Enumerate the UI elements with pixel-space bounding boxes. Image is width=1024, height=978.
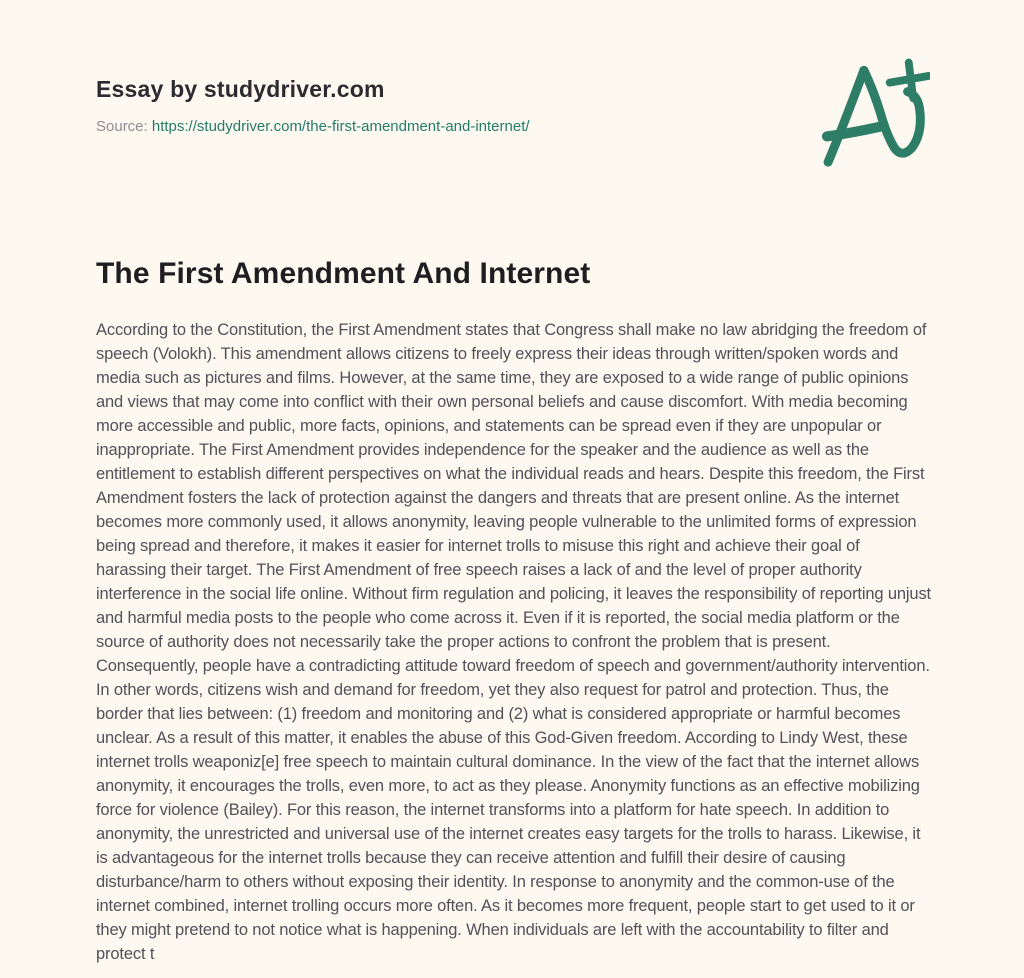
essay-content	[96, 256, 932, 966]
source-label: Source:	[96, 118, 148, 135]
byline: Essay by studydriver.com	[96, 76, 385, 102]
studydriver-a-plus-logo-icon	[818, 58, 930, 170]
source-link[interactable]: https://studydriver.com/the-first-amendment-and-internet/	[151, 118, 530, 135]
source-line	[96, 118, 530, 135]
essay-body: According to the Constitution, the First Amendment states that Congress shall make no law abridging the freedom of speech (Volokh). This amendment allows citizens to freely express their ideas through written/spoken words and media such as pictures and films. However, at the same time, they are exposed to a wide range of public opinions and views that may come into conflict with their own personal beliefs and cause discomfort. With media becoming more accessible and public, more facts, opinions, and statements can be spread even if they are unpopular or inappropriate. The First Amendment provides independence for the speaker and the audience as well as the entitlement to establish different perspectives on what the individual reads and hears. Despite this freedom, the First Amendment fosters the lack of protection against the dangers and threats that are present online. As the internet becomes more commonly used, it allows anonymity, leaving people vulnerable to the unlimited forms of expression being spread and therefore, it makes it easier for internet trolls to misuse this right and achieve their goal of harassing their target. The First Amendment of free speech raises a lack of and the level of proper authority interference in the social life online. Without firm regulation and policing, it leaves the responsibility of reporting unjust and harmful media posts to the people who come across it. Even if it is reported, the social media platform or the source of authority does not necessarily take the proper actions to confront the problem that is present. Consequently, people have a contradicting attitude toward freedom of speech and government/authority intervention. In other words, citizens wish and demand for freedom, yet they also request for patrol and protection. Thus, the border that lies between: (1) freedom and monitoring and (2) what is considered appropriate or harmful becomes unclear. As a result of this matter, it enables the abuse of this God-Given freedom. According to Lindy West, these internet trolls weaponiz[e] free speech to maintain cultural dominance. In the view of the fact that the internet allows anonymity, it encourages the trolls, even more, to act as they please. Anonymity functions as an effective mobilizing force for violence (Bailey). For this reason, the internet transforms into a platform for hate speech. In addition to anonymity, the unrestricted and universal use of the internet creates easy targets for the trolls to harass. Likewise, it is advantageous for the internet trolls because they can receive attention and fulfill their desire of causing disturbance/harm to others without exposing their identity. In response to anonymity and the common-use of the internet combined, internet trolling occurs more often. As it becomes more frequent, people start to get used to it or they might pretend to not notice what is happening. When individuals are left with the accountability to filter and protect t	[96, 321, 931, 963]
document-header	[96, 76, 530, 135]
essay-title: The First Amendment And Internet	[96, 257, 591, 290]
